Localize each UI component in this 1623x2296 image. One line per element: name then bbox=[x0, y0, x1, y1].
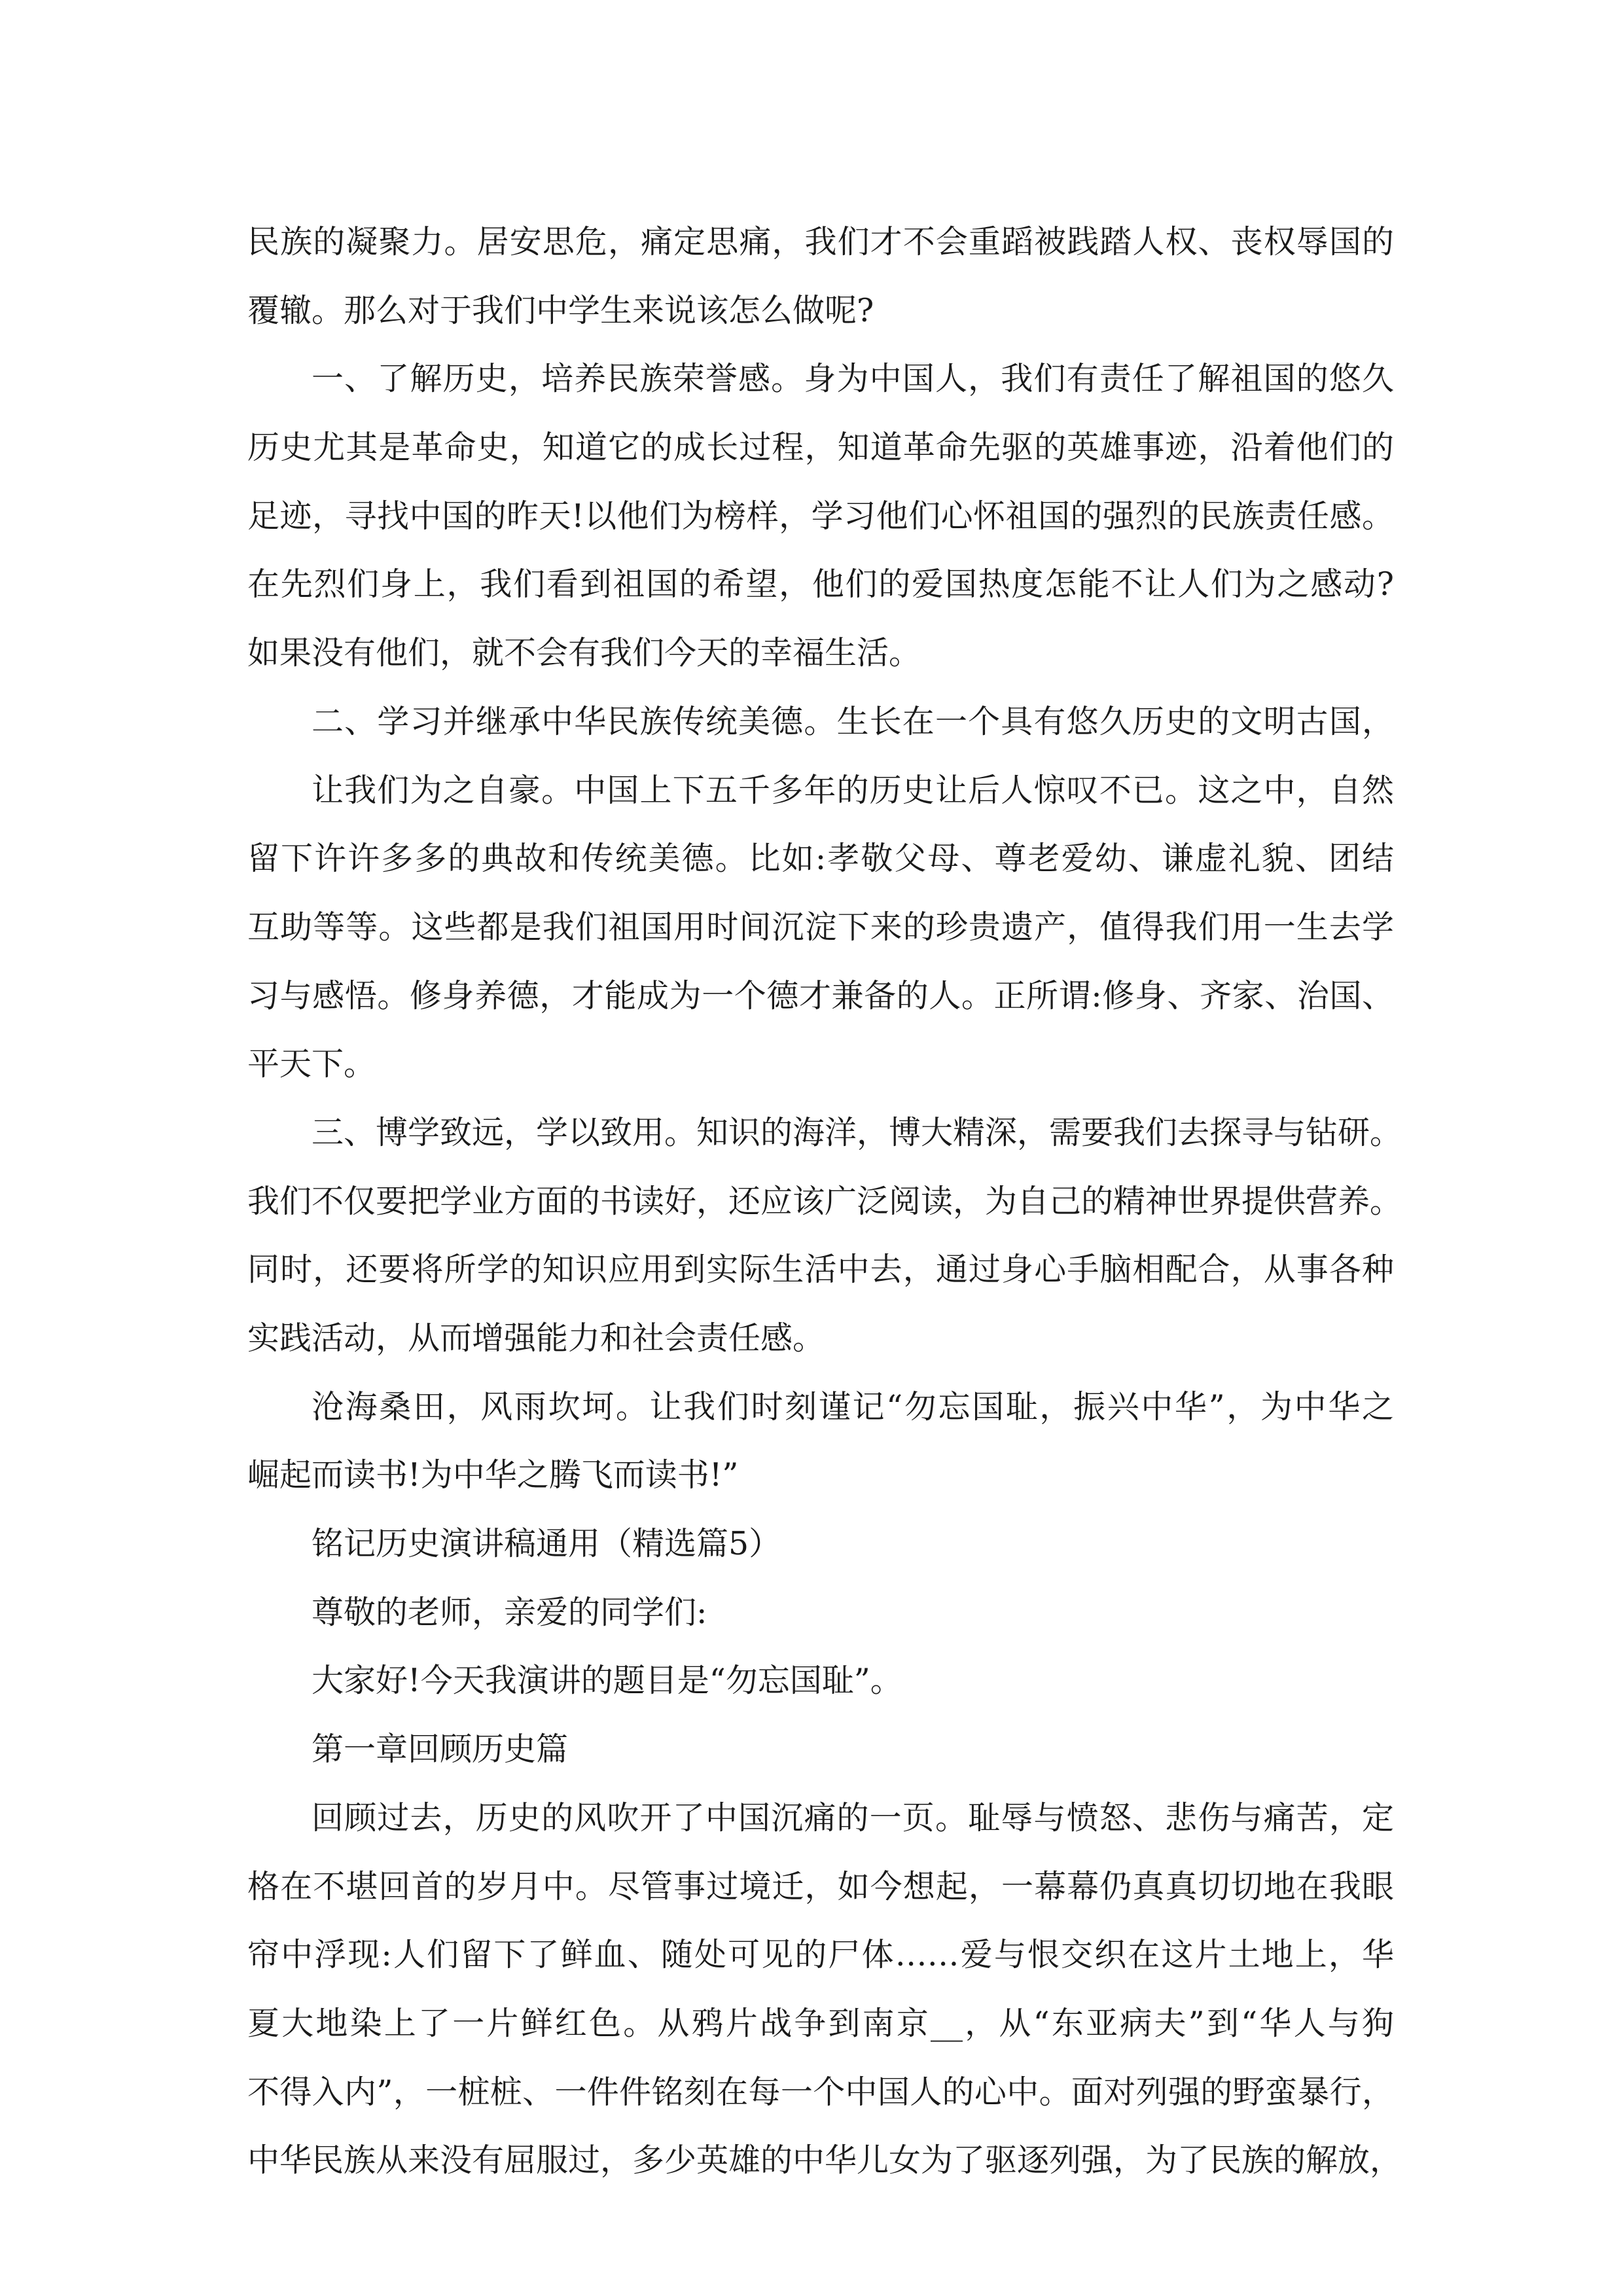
text-line: 留下许许多多的典故和传统美德。比如:孝敬父母、尊老爱幼、谦虚礼貌、团结 bbox=[247, 840, 1394, 878]
text-line: 同时，还要将所学的知识应用到实际生活中去，通过身心手脑相配合，从事各种 bbox=[247, 1251, 1394, 1289]
text-line: 历史尤其是革命史，知道它的成长过程，知道革命先驱的英雄事迹，沿着他们的 bbox=[247, 429, 1394, 467]
text-line: 中华民族从来没有屈服过，多少英雄的中华儿女为了驱逐列强，为了民族的解放， bbox=[247, 2142, 1402, 2179]
text-line: 足迹，寻找中国的昨天!以他们为榜样，学习他们心怀祖国的强烈的民族责任感。 bbox=[247, 497, 1394, 535]
text-line: 平天下。 bbox=[247, 1045, 376, 1083]
text-line: 不得入内”，一桩桩、一件件铭刻在每一个中国人的心中。面对列强的野蛮暴行， bbox=[247, 2073, 1394, 2111]
text-line: 格在不堪回首的岁月中。尽管事过境迁，如今想起，一幕幕仍真真切切地在我眼 bbox=[247, 1867, 1394, 1905]
text-line: 互助等等。这些都是我们祖国用时间沉淀下来的珍贵遗产，值得我们用一生去学 bbox=[247, 908, 1394, 946]
text-line: 如果没有他们，就不会有我们今天的幸福生活。 bbox=[247, 634, 921, 672]
text-line: 我们不仅要把学业方面的书读好，还应该广泛阅读，为自己的精神世界提供营养。 bbox=[247, 1182, 1402, 1220]
text-line: 让我们为之自豪。中国上下五千多年的历史让后人惊叹不已。这之中，自然 bbox=[312, 771, 1394, 809]
text-line: 二、学习并继承中华民族传统美德。生长在一个具有悠久历史的文明古国， bbox=[312, 702, 1394, 740]
text-line: 大家好!今天我演讲的题目是“勿忘国耻”。 bbox=[312, 1662, 902, 1700]
text-line: 第一章回顾历史篇 bbox=[312, 1731, 569, 1768]
text-line: 沧海桑田，风雨坎坷。让我们时刻谨记“勿忘国耻，振兴中华”，为中华之 bbox=[312, 1388, 1394, 1426]
text-line: 三、博学致远，学以致用。知识的海洋，博大精深，需要我们去探寻与钻研。 bbox=[312, 1113, 1402, 1151]
text-line: 实践活动，从而增强能力和社会责任感。 bbox=[247, 1319, 825, 1357]
text-line: 崛起而读书!为中华之腾飞而读书!” bbox=[247, 1456, 739, 1494]
text-line: 一、了解历史，培养民族荣誉感。身为中国人，我们有责任了解祖国的悠久 bbox=[312, 360, 1394, 398]
text-line: 覆辙。那么对于我们中学生来说该怎么做呢? bbox=[247, 291, 874, 329]
document-body bbox=[247, 208, 1402, 2195]
text-line: 帘中浮现:人们留下了鲜血、随处可见的尸体……爱与恨交织在这片土地上，华 bbox=[247, 1936, 1394, 1974]
text-line: 尊敬的老师，亲爱的同学们: bbox=[312, 1593, 707, 1631]
text-line: 回顾过去，历史的风吹开了中国沉痛的一页。耻辱与愤怒、悲伤与痛苦，定 bbox=[312, 1799, 1394, 1837]
text-line: 民族的凝聚力。居安思危，痛定思痛，我们才不会重蹈被践踏人权、丧权辱国的 bbox=[247, 223, 1394, 260]
text-line: 夏大地染上了一片鲜红色。从鸦片战争到南京__，从“东亚病夫”到“华人与狗 bbox=[247, 2004, 1394, 2042]
text-line: 习与感悟。修身养德，才能成为一个德才兼备的人。正所谓:修身、齐家、治国、 bbox=[247, 977, 1394, 1014]
text-line: 在先烈们身上，我们看到祖国的希望，他们的爱国热度怎能不让人们为之感动? bbox=[247, 565, 1394, 603]
text-line: 铭记历史演讲稿通用（精选篇5） bbox=[312, 1525, 781, 1563]
